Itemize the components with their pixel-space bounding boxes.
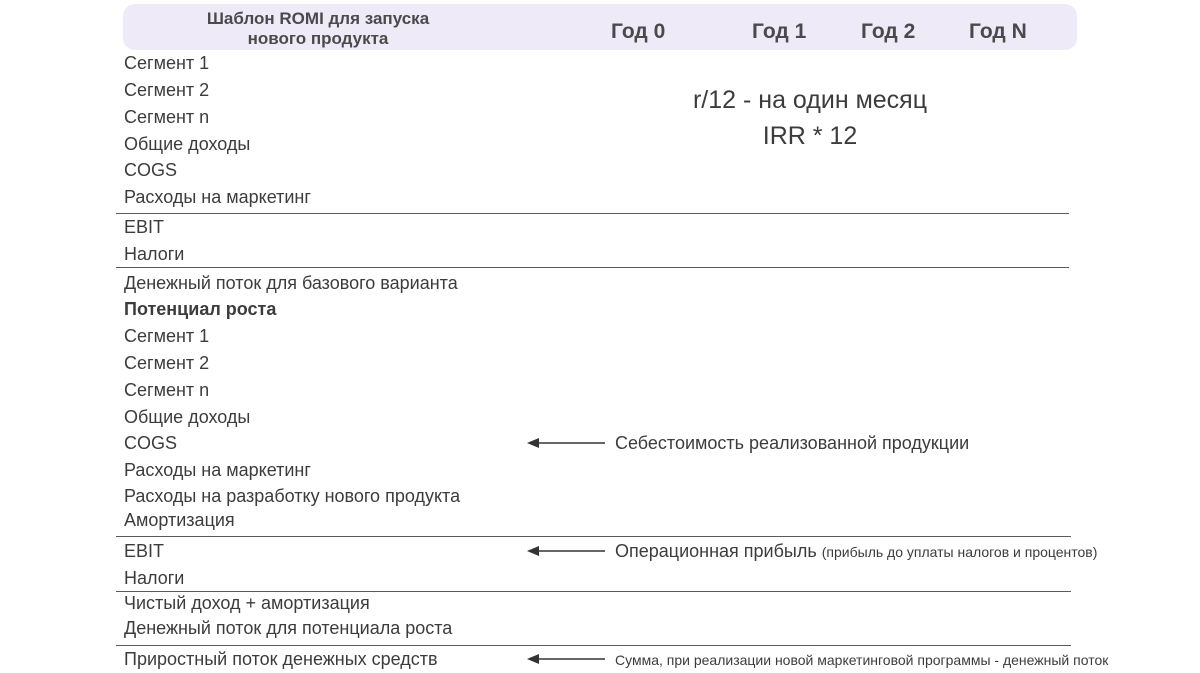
year-n-header: Год N: [969, 20, 1027, 43]
divider: [116, 645, 1071, 646]
row-base-cash-flow: Денежный поток для базового варианта: [124, 273, 458, 293]
row-total-revenue: Общие доходы: [124, 134, 251, 154]
row-growth-segment-1: Сегмент 1: [124, 326, 210, 346]
annotation-ebit-sub: (прибыль до уплаты налогов и процентов): [821, 544, 1098, 560]
template-title-line-1: Шаблон ROMI для запуска: [206, 9, 430, 28]
year-2-header: Год 2: [861, 20, 916, 43]
note-monthly-rate: r/12 - на один месяц: [692, 86, 928, 114]
row-growth-segment-n: Сегмент n: [124, 380, 210, 400]
section-growth-potential: Потенциал роста: [124, 299, 277, 319]
year-1-header: Год 1: [752, 20, 807, 43]
divider: [116, 536, 1071, 537]
annotation-cogs: Себестоимость реализованной продукции: [615, 433, 970, 453]
row-growth-ebit: EBIT: [124, 541, 165, 561]
arrow-left-icon: [527, 545, 607, 557]
arrow-left-icon: [527, 653, 607, 665]
table-header: [123, 4, 1077, 50]
arrow-left-icon: [527, 437, 607, 449]
row-marketing-costs: Расходы на маркетинг: [124, 187, 311, 207]
row-incremental-cash-flow: Приростный поток денежных средств: [124, 649, 438, 669]
row-new-product-development-costs: Расходы на разработку нового продукта: [124, 486, 461, 506]
row-segment-n: Сегмент n: [124, 107, 210, 127]
divider: [116, 267, 1069, 268]
annotation-ebit: [615, 541, 1097, 562]
row-growth-marketing-costs: Расходы на маркетинг: [124, 460, 311, 480]
row-amortization: Амортизация: [124, 510, 235, 530]
template-title: [178, 9, 458, 49]
row-net-income-plus-amortization: Чистый доход + амортизация: [124, 593, 370, 613]
year-0-header: Год 0: [611, 20, 666, 43]
row-taxes: Налоги: [124, 244, 185, 264]
row-segment-2: Сегмент 2: [124, 80, 210, 100]
row-growth-segment-2: Сегмент 2: [124, 353, 210, 373]
template-title-line-2: нового продукта: [247, 29, 389, 48]
row-cogs: COGS: [124, 160, 178, 180]
row-growth-cogs: COGS: [124, 433, 178, 453]
row-growth-taxes: Налоги: [124, 568, 185, 588]
row-growth-cash-flow: Денежный поток для потенциала роста: [124, 618, 453, 638]
divider: [116, 591, 1071, 592]
row-growth-total-revenue: Общие доходы: [124, 407, 251, 427]
note-irr: IRR * 12: [762, 122, 858, 150]
row-ebit: EBIT: [124, 217, 165, 237]
annotation-ebit-main: Операционная прибыль: [615, 541, 817, 561]
row-segment-1: Сегмент 1: [124, 53, 210, 73]
annotation-incremental: Сумма, при реализации новой маркетинговой программы - денежный поток: [615, 652, 1109, 668]
divider: [116, 213, 1069, 214]
